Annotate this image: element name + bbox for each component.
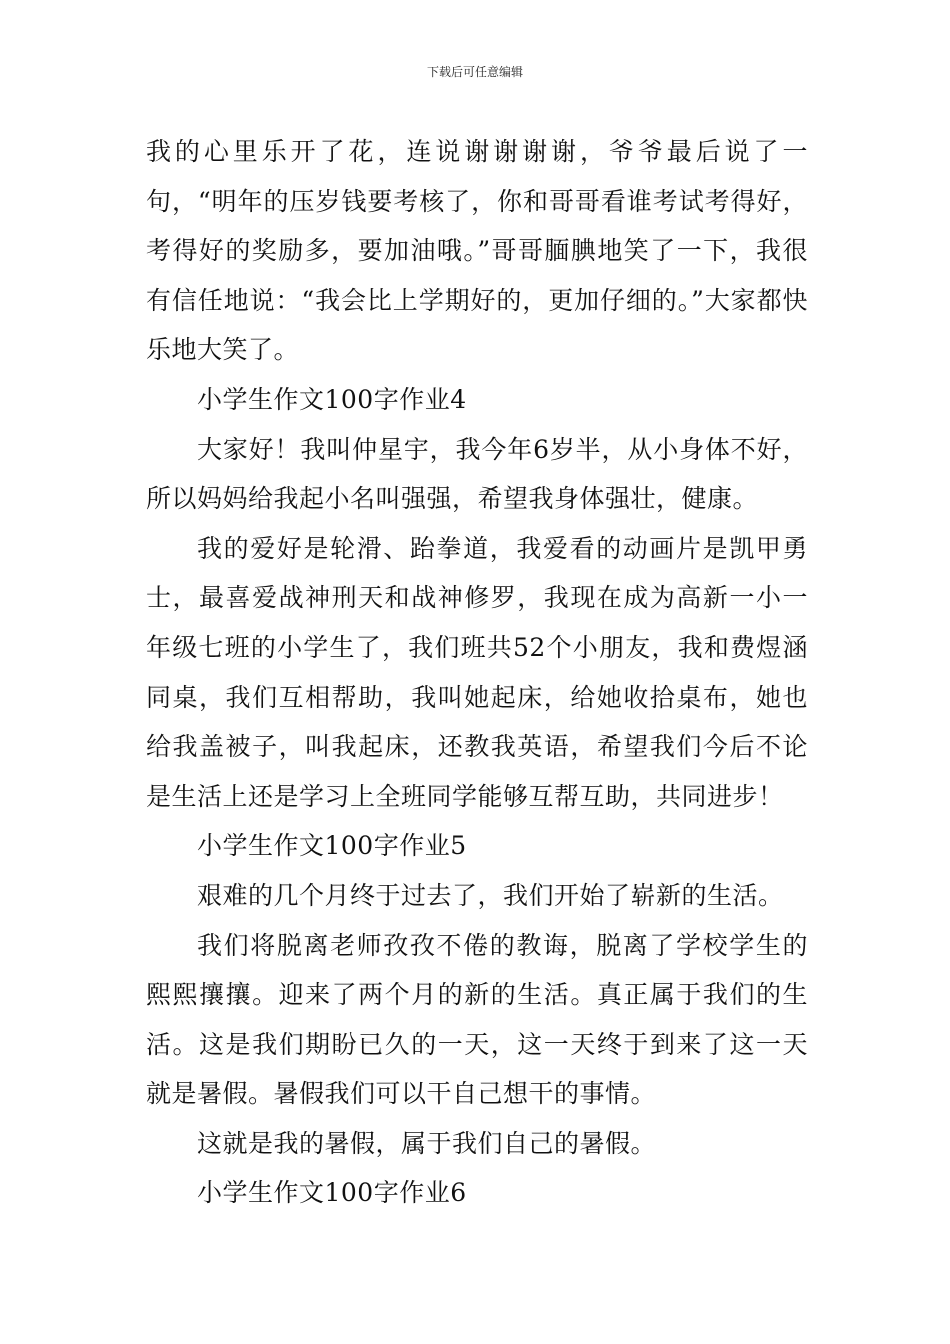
paragraph: 这就是我的暑假，属于我们自己的暑假。 [197,1128,657,1158]
paragraph: 我的爱好是轮滑、跆拳道，我爱看的动画片是凯甲勇士，最喜爱战神刑天和战神修罗，我现在成为高新一小一年级七班的小学生了，我们班共52个小朋友，我和费煜涵同桌，我们互相帮助，我叫她起床，给她收拾桌布，她也给我盖被子，叫我起床，还教我英语，希望我们今后不论是生活上还是学习上全班同学能够互帮互助，共同进步！ [146,533,808,811]
page-header-note: 下载后可任意编辑 [426,65,523,79]
paragraph: 艰难的几个月终于过去了，我们开始了崭新的生活。 [197,880,784,910]
document-body [146,127,808,1218]
section-heading: 小学生作文100字作业5 [197,831,467,861]
paragraph: 大家好！我叫仲星宇，我今年6岁半，从小身体不好，所以妈妈给我起小名叫强强，希望我身体强壮，健康。 [146,434,808,514]
section-heading: 小学生作文100字作业4 [197,384,467,414]
paragraph: 我的心里乐开了花，连说谢谢谢谢，爷爷最后说了一句，“明年的压岁钱要考核了，你和哥哥看谁考试考得好，考得好的奖励多，要加油哦。”哥哥腼腆地笑了一下，我很有信任地说：“我会比上学期好的，更加仔细的。”大家都快乐地大笑了。 [146,137,808,365]
section-heading: 小学生作文100字作业6 [197,1178,467,1208]
paragraph: 我们将脱离老师孜孜不倦的教诲，脱离了学校学生的熙熙攘攘。迎来了两个月的新的生活。真正属于我们的生活。这是我们期盼已久的一天，这一天终于到来了这一天就是暑假。暑假我们可以干自己想干的事情。 [146,930,808,1109]
